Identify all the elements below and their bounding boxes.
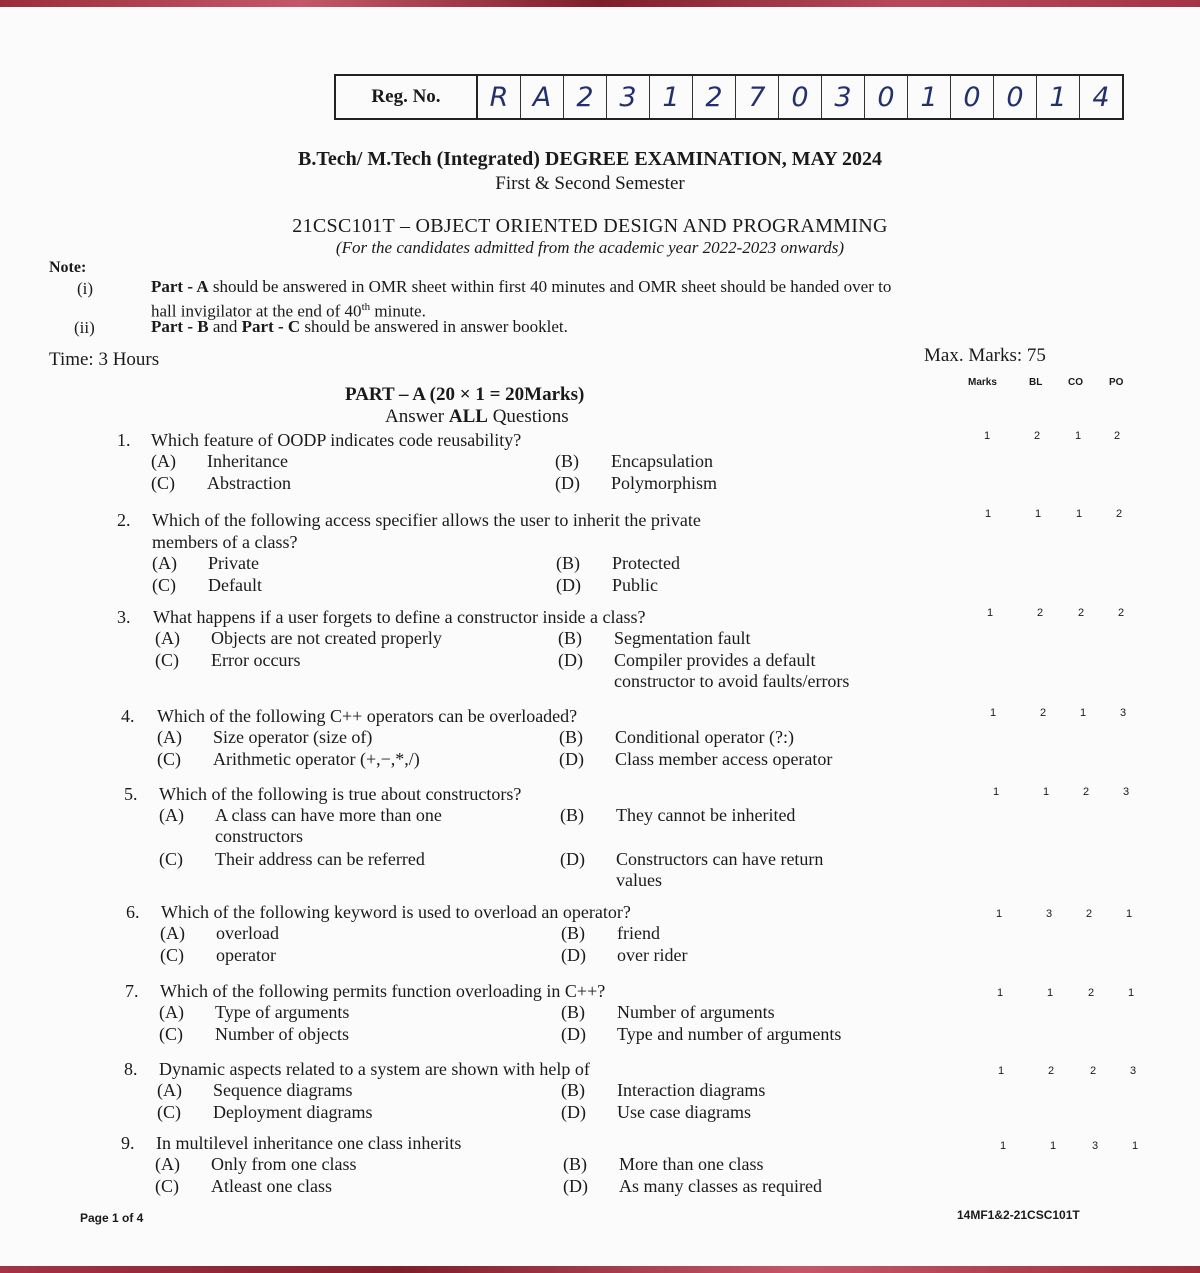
note-ii-body: should be answered in answer booklet.: [300, 317, 568, 336]
option-label: (C): [151, 473, 175, 493]
question-po: 3: [1120, 707, 1127, 719]
question-number: 4.: [121, 706, 135, 726]
option-text: Their address can be referred: [215, 849, 425, 869]
reg-number-digit: 0: [951, 76, 994, 118]
reg-number-digit: 1: [908, 76, 951, 118]
option-label: (D): [556, 575, 581, 595]
question-number: 9.: [121, 1133, 135, 1153]
option-b: [555, 451, 955, 472]
option-label: (D): [561, 1102, 586, 1122]
option-text: A class can have more than one: [215, 805, 442, 825]
question-marks: 1: [997, 987, 1004, 999]
option-d: [563, 1176, 963, 1197]
question-marks: 1: [996, 908, 1003, 920]
option-c: [157, 1102, 557, 1123]
question-number: 8.: [124, 1059, 138, 1079]
option-text-cont: constructors: [215, 826, 303, 846]
part-a-instruction: [385, 406, 569, 428]
option-label: (D): [560, 849, 585, 869]
reg-number-digit: 1: [1037, 76, 1080, 118]
question-co: 3: [1092, 1140, 1099, 1152]
option-text: Use case diagrams: [617, 1102, 751, 1122]
column-header-po: PO: [1109, 377, 1124, 388]
question-number: 7.: [125, 981, 139, 1001]
option-text-cont: values: [616, 870, 662, 890]
question-text: Which of the following keyword is used to overload an operator?: [161, 902, 631, 922]
option-label: (C): [157, 749, 181, 769]
note-i-text: [151, 277, 891, 322]
note-ii-part-c: Part - C: [241, 317, 301, 336]
question-text: Which of the following access specifier allows the user to inherit the private: [152, 510, 701, 530]
option-text: Atleast one class: [211, 1176, 332, 1196]
question-co: 1: [1075, 430, 1082, 442]
option-label: (B): [555, 451, 579, 471]
question-number: 1.: [117, 430, 131, 450]
option-c: [159, 1024, 559, 1045]
part-a-instruction-pre: Answer: [385, 406, 449, 427]
column-header-bl: BL: [1029, 377, 1043, 388]
option-text: Error occurs: [211, 650, 301, 670]
column-header-marks: Marks: [968, 377, 997, 388]
option-label: (B): [561, 1080, 585, 1100]
option-label: (D): [561, 945, 586, 965]
reg-number-digit: 7: [736, 76, 779, 118]
option-a: [152, 553, 552, 574]
question-text: Which of the following permits function overloading in C++?: [160, 981, 606, 1001]
option-label: (A): [160, 923, 185, 943]
option-label: (A): [157, 1080, 182, 1100]
question-bl: 1: [1043, 786, 1050, 798]
option-text: Protected: [612, 553, 680, 573]
part-a-instruction-post: Questions: [487, 406, 569, 427]
question-co: 2: [1078, 607, 1085, 619]
reg-number-digit: A: [521, 76, 564, 118]
question-po: 1: [1132, 1140, 1139, 1152]
option-text-cont: constructor to avoid faults/errors: [614, 671, 850, 691]
option-text: Polymorphism: [611, 473, 718, 493]
option-text: friend: [617, 923, 660, 943]
question-co: 2: [1086, 908, 1093, 920]
reg-number-digit: 0: [865, 76, 908, 118]
question-number: 2.: [117, 510, 131, 530]
admitted-note: (For the candidates admitted from the academic year 2022-2023 onwards): [335, 238, 845, 257]
reg-number-digit: 4: [1092, 81, 1110, 113]
course-title: 21CSC101T – OBJECT ORIENTED DESIGN AND PROGRAMMING: [292, 215, 888, 237]
question-po: 3: [1123, 786, 1130, 798]
option-text: Abstraction: [207, 473, 291, 493]
question-text: Which of the following C++ operators can be overloaded?: [157, 706, 578, 726]
option-c: [155, 1176, 555, 1197]
question-po: 2: [1118, 607, 1125, 619]
option-d: [560, 849, 960, 891]
option-b: [559, 727, 959, 748]
option-a: [159, 805, 559, 847]
reg-number-digit: 0: [994, 76, 1037, 118]
exam-time: Time: 3 Hours: [49, 349, 160, 370]
question-co: 1: [1076, 508, 1083, 520]
note-ii-and: and: [208, 317, 242, 336]
question-number: 5.: [124, 784, 138, 804]
question-marks: 1: [1000, 1140, 1007, 1152]
option-label: (C): [159, 849, 183, 869]
paper-code: 14MF1&2-21CSC101T: [957, 1208, 1080, 1222]
reg-number-digit: 2: [564, 76, 607, 118]
option-b: [561, 1002, 961, 1023]
option-b: [560, 805, 960, 826]
option-text: Segmentation fault: [614, 628, 751, 648]
question-po: 2: [1114, 430, 1121, 442]
option-a: [151, 451, 551, 472]
option-b: [558, 628, 958, 649]
option-b: [556, 553, 956, 574]
option-label: (A): [159, 1002, 184, 1022]
question-text: Dynamic aspects related to a system are shown with help of: [159, 1059, 590, 1079]
question-marks: 1: [985, 508, 992, 520]
option-text: operator: [216, 945, 276, 965]
note-i-part: Part - A: [151, 277, 209, 296]
question-number: 6.: [126, 902, 140, 922]
option-label: (B): [563, 1154, 587, 1174]
note-i-body: should be answered in OMR sheet within first 40 minutes and OMR sheet should be handed over to: [208, 277, 892, 296]
part-a-instruction-bold: ALL: [448, 406, 488, 427]
option-c: [160, 945, 560, 966]
reg-number-digit: 3: [607, 76, 650, 118]
note-ii-number: (ii): [74, 318, 95, 337]
option-label: (A): [157, 727, 182, 747]
option-text: Encapsulation: [611, 451, 713, 471]
option-label: (A): [155, 1154, 180, 1174]
reg-number-box: [334, 74, 1124, 120]
question-text: members of a class?: [152, 532, 298, 552]
note-ii-part-b: Part - B: [151, 317, 209, 336]
option-label: (B): [561, 923, 585, 943]
option-text: over rider: [617, 945, 688, 965]
option-a: [157, 1080, 557, 1101]
question-po: 1: [1128, 987, 1135, 999]
option-label: (D): [558, 650, 583, 670]
reg-number-cells: [478, 76, 1122, 118]
option-text: Size operator (size of): [213, 727, 373, 747]
question-co: 2: [1083, 786, 1090, 798]
exam-title: B.Tech/ M.Tech (Integrated) DEGREE EXAMINATION, MAY 2024: [298, 148, 882, 170]
option-text: Public: [612, 575, 659, 595]
question-co: 2: [1090, 1065, 1097, 1077]
note-label: Note:: [49, 259, 87, 276]
option-label: (A): [159, 805, 184, 825]
question-bl: 1: [1035, 508, 1042, 520]
option-text: Default: [208, 575, 262, 595]
option-b: [561, 923, 961, 944]
question-co: 2: [1088, 987, 1095, 999]
option-b: [563, 1154, 963, 1175]
question-marks: 1: [987, 607, 994, 619]
option-c: [159, 849, 559, 870]
option-c: [157, 749, 557, 770]
note-i-number: (i): [77, 279, 94, 298]
reg-number-digit: R: [478, 76, 521, 118]
option-label: (B): [560, 805, 584, 825]
option-text: Inheritance: [207, 451, 288, 471]
question-bl: 2: [1040, 707, 1047, 719]
option-label: (D): [555, 473, 580, 493]
paper-edge-bottom: [0, 1266, 1200, 1273]
option-label: (C): [152, 575, 176, 595]
question-bl: 1: [1050, 1140, 1057, 1152]
paper-edge-top: [0, 0, 1200, 7]
option-text: Conditional operator (?:): [615, 727, 794, 747]
page-number: Page 1 of 4: [80, 1211, 144, 1225]
question-co: 1: [1080, 707, 1087, 719]
option-a: [157, 727, 557, 748]
question-po: 3: [1130, 1065, 1137, 1077]
question-bl: 2: [1037, 607, 1044, 619]
option-d: [561, 1102, 961, 1123]
question-bl: 1: [1047, 987, 1054, 999]
question-text: In multilevel inheritance one class inherits: [156, 1133, 462, 1153]
option-label: (D): [563, 1176, 588, 1196]
option-label: (C): [155, 1176, 179, 1196]
option-d: [561, 945, 961, 966]
question-text: Which feature of OODP indicates code reusability?: [151, 430, 522, 450]
reg-number-digit: 0: [779, 76, 822, 118]
option-a: [159, 1002, 559, 1023]
option-text: Private: [208, 553, 259, 573]
note-ii-text: [151, 317, 568, 337]
question-marks: 1: [993, 786, 1000, 798]
option-label: (A): [155, 628, 180, 648]
question-bl: 2: [1048, 1065, 1055, 1077]
option-label: (B): [559, 727, 583, 747]
part-a-title: PART – A (20 × 1 = 20Marks): [345, 384, 585, 405]
option-text: overload: [216, 923, 279, 943]
option-c: [152, 575, 552, 596]
reg-number-digit: 2: [693, 76, 736, 118]
option-text: Interaction diagrams: [617, 1080, 766, 1100]
note-i-body-2b: minute.: [370, 301, 426, 321]
option-text: Number of arguments: [617, 1002, 775, 1022]
option-label: (B): [556, 553, 580, 573]
question-bl: 3: [1046, 908, 1053, 920]
option-text: Class member access operator: [615, 749, 833, 769]
reg-number-digit: 3: [822, 76, 865, 118]
option-text: Only from one class: [211, 1154, 357, 1174]
reg-number-digit: 1: [650, 76, 693, 118]
option-label: (A): [152, 553, 177, 573]
option-c: [151, 473, 551, 494]
option-d: [556, 575, 956, 596]
option-d: [561, 1024, 961, 1045]
option-text: Type and number of arguments: [617, 1024, 842, 1044]
option-label: (C): [157, 1102, 181, 1122]
option-label: (A): [151, 451, 176, 471]
question-text: What happens if a user forgets to define a constructor inside a class?: [153, 607, 646, 627]
option-label: (C): [160, 945, 184, 965]
option-label: (B): [558, 628, 582, 648]
option-d: [558, 650, 958, 692]
option-c: [155, 650, 555, 671]
question-po: 1: [1126, 908, 1133, 920]
option-text: Sequence diagrams: [213, 1080, 353, 1100]
max-marks: Max. Marks: 75: [924, 345, 1046, 366]
option-text: Compiler provides a default: [614, 650, 816, 670]
question-text: Which of the following is true about constructors?: [159, 784, 522, 804]
option-label: (B): [561, 1002, 585, 1022]
question-bl: 2: [1034, 430, 1041, 442]
option-text: Objects are not created properly: [211, 628, 442, 648]
option-text: Arithmetic operator (+,−,*,/): [213, 749, 420, 769]
option-text: Constructors can have return: [616, 849, 824, 869]
option-d: [559, 749, 959, 770]
reg-number-label: Reg. No.: [336, 76, 478, 118]
option-d: [555, 473, 955, 494]
question-marks: 1: [990, 707, 997, 719]
option-text: As many classes as required: [619, 1176, 822, 1196]
option-label: (C): [155, 650, 179, 670]
question-number: 3.: [117, 607, 131, 627]
option-text: They cannot be inherited: [616, 805, 796, 825]
option-label: (D): [559, 749, 584, 769]
option-a: [155, 628, 555, 649]
option-label: (D): [561, 1024, 586, 1044]
option-b: [561, 1080, 961, 1101]
option-label: (C): [159, 1024, 183, 1044]
option-text: More than one class: [619, 1154, 764, 1174]
semester-line: First & Second Semester: [495, 173, 685, 194]
option-a: [160, 923, 560, 944]
column-header-co: CO: [1068, 377, 1083, 388]
option-text: Number of objects: [215, 1024, 349, 1044]
option-text: Deployment diagrams: [213, 1102, 373, 1122]
note-i-body-2a: hall invigilator at the end of 40: [151, 301, 362, 321]
note-i-sup: th: [361, 301, 371, 313]
question-marks: 1: [984, 430, 991, 442]
question-marks: 1: [998, 1065, 1005, 1077]
option-a: [155, 1154, 555, 1175]
option-text: Type of arguments: [215, 1002, 350, 1022]
question-po: 2: [1116, 508, 1123, 520]
